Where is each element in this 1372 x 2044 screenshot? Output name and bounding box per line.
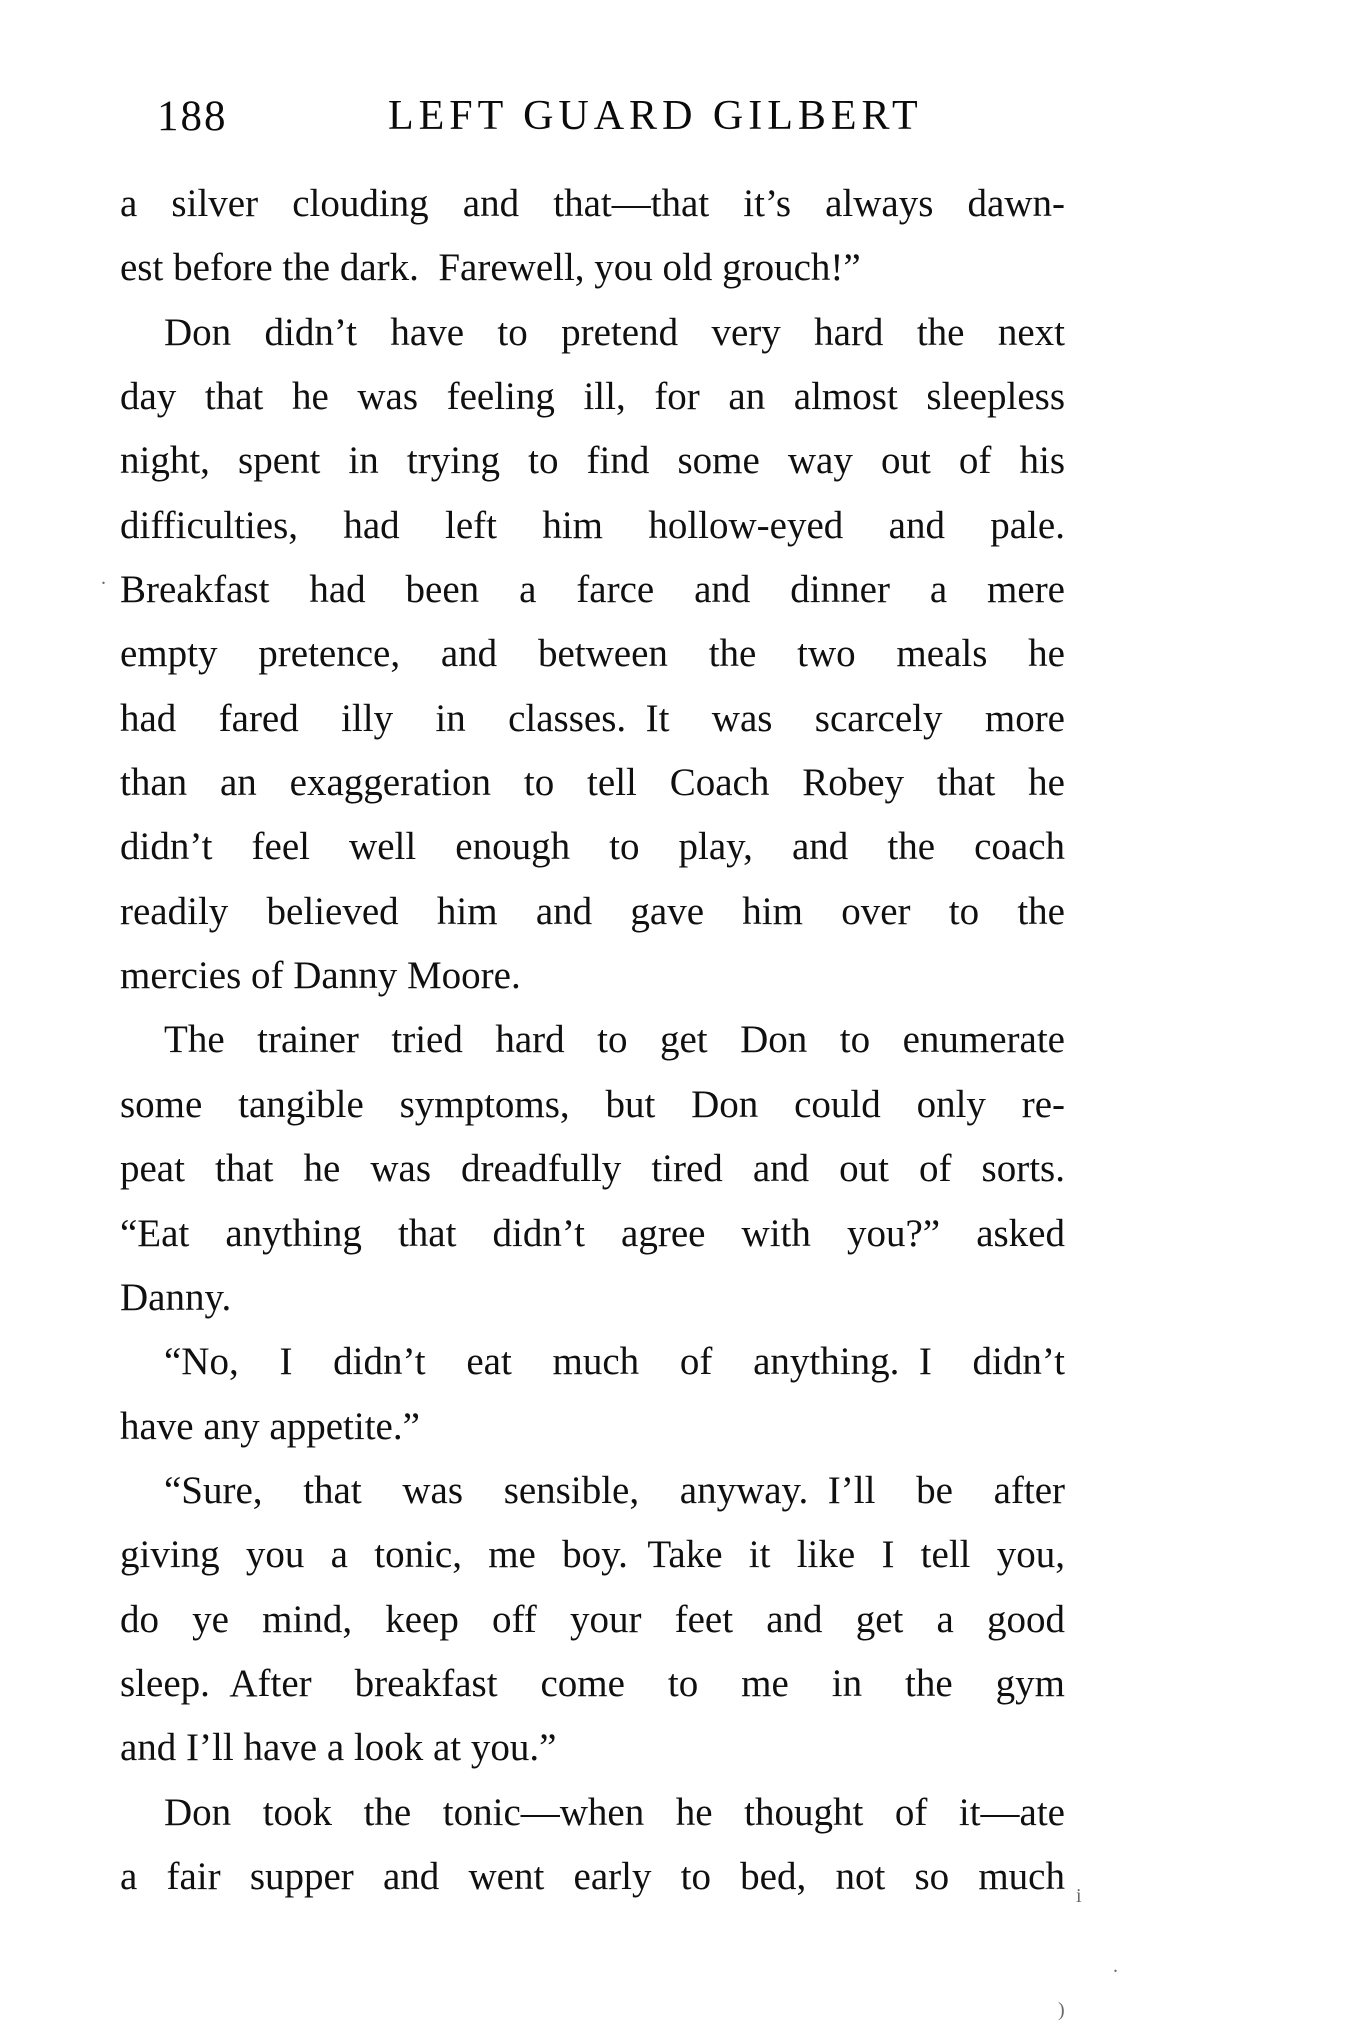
text-line: mercies of Danny Moore. [120,954,521,998]
text-line: and I’ll have a look at you.” [120,1726,557,1770]
body-text [120,172,1065,1909]
text-line: Don took the tonic—when he thought of it—ate [164,1790,1065,1834]
text-line: than an exaggeration to tell Coach Robey that he [120,761,1065,805]
text-line: didn’t feel well enough to play, and the coach [120,825,1065,869]
scan-artifact: i [1076,1885,1082,1907]
text-line: The trainer tried hard to get Don to enumerate [164,1018,1065,1062]
scan-artifact: . [1113,1955,1118,1977]
text-line: some tangible symptoms, but Don could only re- [120,1082,1065,1126]
text-line: have any appetite.” [120,1404,420,1448]
text-line: had fared illy in classes. It was scarcely more [120,696,1065,740]
text-line: night, spent in trying to find some way out of his [120,439,1065,483]
scan-artifact: . [101,567,106,589]
text-line: sleep. After breakfast come to me in the gym [120,1661,1065,1705]
text-line: difficulties, had left him hollow-eyed and pale. [120,503,1065,547]
text-line: a fair supper and went early to bed, not so much [120,1854,1065,1898]
text-line: “Sure, that was sensible, anyway. I’ll be after [164,1468,1065,1512]
text-line: est before the dark. Farewell, you old grouch!” [120,246,861,290]
page-header [0,92,1372,152]
text-line: empty pretence, and between the two meals he [120,632,1065,676]
text-line: Don didn’t have to pretend very hard the next [164,310,1065,354]
text-line: giving you a tonic, me boy. Take it like I tell you, [120,1533,1065,1577]
text-line: Breakfast had been a farce and dinner a mere [120,568,1065,612]
text-line: a silver clouding and that—that it’s always dawn- [120,182,1065,225]
text-line: “No, I didn’t eat much of anything. I didn’t [164,1340,1065,1384]
text-line: Danny. [120,1275,232,1319]
scan-artifact: ) [1058,1999,1065,2021]
text-line: “Eat anything that didn’t agree with you?” asked [120,1211,1065,1255]
text-line: day that he was feeling ill, for an almost sleepless [120,375,1065,419]
text-line: do ye mind, keep off your feet and get a good [120,1597,1065,1641]
text-line: readily believed him and gave him over to the [120,889,1065,933]
page-number: 188 [157,93,228,140]
running-title: LEFT GUARD GILBERT [388,93,923,139]
text-line: peat that he was dreadfully tired and out of sorts. [120,1147,1065,1191]
